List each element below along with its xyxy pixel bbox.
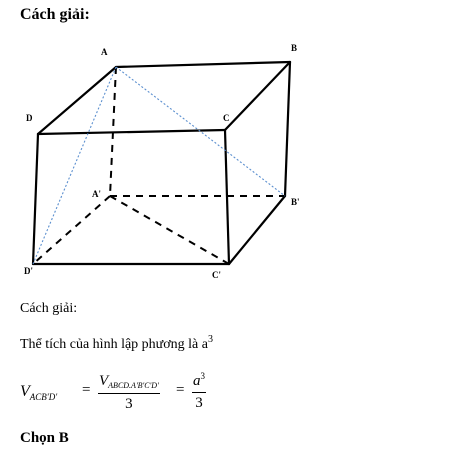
fraction-2-bar [192,392,206,393]
label-D: D [26,113,33,123]
fraction-2 [192,372,206,412]
volume-statement [20,334,213,353]
label-A1: A' [92,189,101,199]
volume-formula [20,372,280,414]
label-B: B [291,43,298,53]
formula-lhs-subscript: ACB'D' [29,392,58,402]
label-C: C [223,113,230,123]
volume-text: Thể tích của hình lập phương là a [20,337,208,352]
edge-C1B1 [229,196,285,264]
label-B1: B' [291,197,300,207]
formula-equals-1: = [82,382,91,398]
edge-AD [38,67,116,134]
edge-A1D1-hidden [33,196,110,264]
answer-text: Chọn B [20,430,69,446]
fraction-1-denominator: 3 [125,396,133,412]
formula-equals-2: = [176,382,185,398]
edge-AB [116,62,290,67]
label-C1: C' [212,270,221,280]
edge-BC [225,62,290,130]
volume-exponent: 3 [208,334,213,345]
solution-subheading: Cách giải: [20,301,78,316]
fraction-1-numerator: $V_{ABCD.A'B'C'D'}$ [99,373,159,390]
fraction-2-numerator: $a^3$ [193,371,205,389]
formula-lhs: $V_{ACB'D'}$ [20,383,58,402]
solution-heading: Cách giải: [20,6,90,23]
fraction-1-bar [98,393,160,394]
edge-BB1 [285,62,290,196]
fraction-1 [98,372,160,413]
fraction-2-numerator-exponent: 3 [200,371,205,381]
label-D1: D' [24,266,33,276]
edge-DD1 [33,134,38,264]
edge-DC [38,130,225,134]
label-A: A [101,47,108,57]
fraction-1-numerator-subscript: ABCD.A'B'C'D' [108,381,159,390]
diagonal-AD1 [33,67,116,264]
fraction-2-denominator: 3 [195,395,203,411]
edge-A1C1-hidden [110,196,229,264]
